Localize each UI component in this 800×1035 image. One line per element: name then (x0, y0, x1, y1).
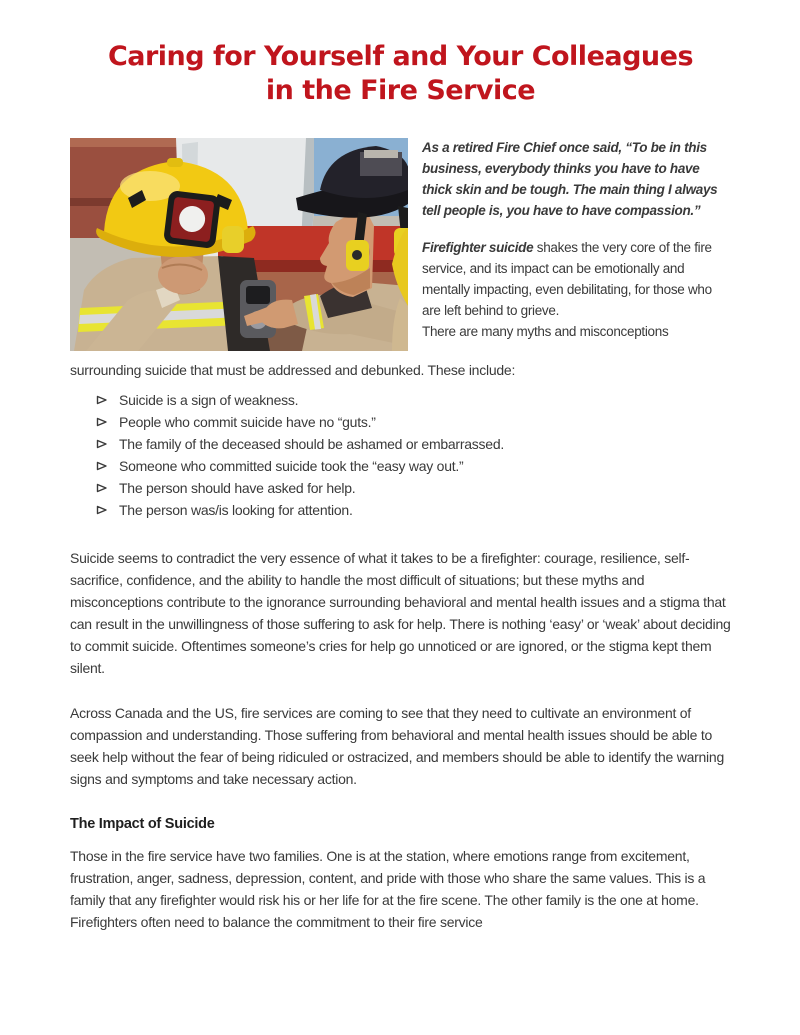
arrow-bullet-icon (96, 499, 108, 521)
list-item-text: The family of the deceased should be ashamed or embarrassed. (119, 436, 505, 452)
myths-intro-line2: surrounding suicide that must be addressed and debunked. These include: (70, 362, 516, 378)
page-title (70, 40, 731, 108)
stigma-paragraph: Suicide seems to contradict the very essence of what it takes to be a firefighter: courage, resilience, self-sacrifice, confidence, and the ability to handle the most difficult of situations; but these myths and misconceptions contribute to the ignorance surrounding behavioral and mental health issues and a stigma that can result in the unwillingness of those suffering to ask for help. There is nothing ‘easy’ or ‘weak’ about deciding to commit suicide. Oftentimes someone’s cries for help go unnoticed or are ignored, or the stigma kept them silent. (70, 550, 731, 676)
list-item (96, 455, 731, 477)
firefighter-suicide-paragraph (422, 237, 731, 321)
page-title-line2: in the Fire Service (265, 75, 536, 106)
arrow-bullet-icon (96, 389, 108, 411)
list-item-text: Someone who committed suicide took the “easy way out.” (119, 458, 464, 474)
firefighter-suicide-rest: shakes the very core of the fire service, and its impact can be emotionally and mentally impacting, even debilitating, for those who are left behind to grieve. (422, 240, 712, 318)
firefighters-photo (70, 138, 408, 351)
intro-text-column (422, 134, 731, 358)
list-item-text: Suicide is a sign of weakness. (119, 392, 299, 408)
list-item (96, 477, 731, 499)
intro-section (70, 134, 731, 358)
page-title-line1: Caring for Yourself and Your Colleagues (107, 41, 694, 72)
list-item (96, 411, 731, 433)
firefighter-suicide-lead: Firefighter suicide (422, 240, 534, 255)
list-item-text: The person was/is looking for attention. (119, 502, 353, 518)
arrow-bullet-icon (96, 477, 108, 499)
fire-chief-quote: As a retired Fire Chief once said, “To be in this business, everybody thinks you have to have thick skin and be tough. The main thing I always tell people is, you have to have compassion.” (422, 140, 718, 218)
two-families-paragraph: Those in the fire service have two families. One is at the station, where emotions range from excitement, frustration, anger, sadness, depression, content, and pride with those who share the same values. This is a family that any firefighter would risk his or her life for at the fire scene. The other family is the one at home. Firefighters often need to balance the commitment to their fire service (70, 848, 706, 930)
arrow-bullet-icon (96, 411, 108, 433)
list-item (96, 433, 731, 455)
impact-of-suicide-heading: The Impact of Suicide (70, 816, 215, 832)
myths-intro-line1: There are many myths and misconceptions (422, 324, 669, 339)
arrow-bullet-icon (96, 455, 108, 477)
list-item-text: The person should have asked for help. (119, 480, 356, 496)
list-item-text: People who commit suicide have no “guts.” (119, 414, 376, 430)
myths-list (70, 389, 731, 521)
list-item (96, 499, 731, 521)
compassion-paragraph: Across Canada and the US, fire services are coming to see that they need to cultivate an environment of compassion and understanding. Those suffering from behavioral and mental health issues should be able to seek help without the fear of being ridiculed or ostracized, and members should be able to identify the warning signs and symptoms and take necessary action. (70, 705, 724, 787)
list-item (96, 389, 731, 411)
arrow-bullet-icon (96, 433, 108, 455)
